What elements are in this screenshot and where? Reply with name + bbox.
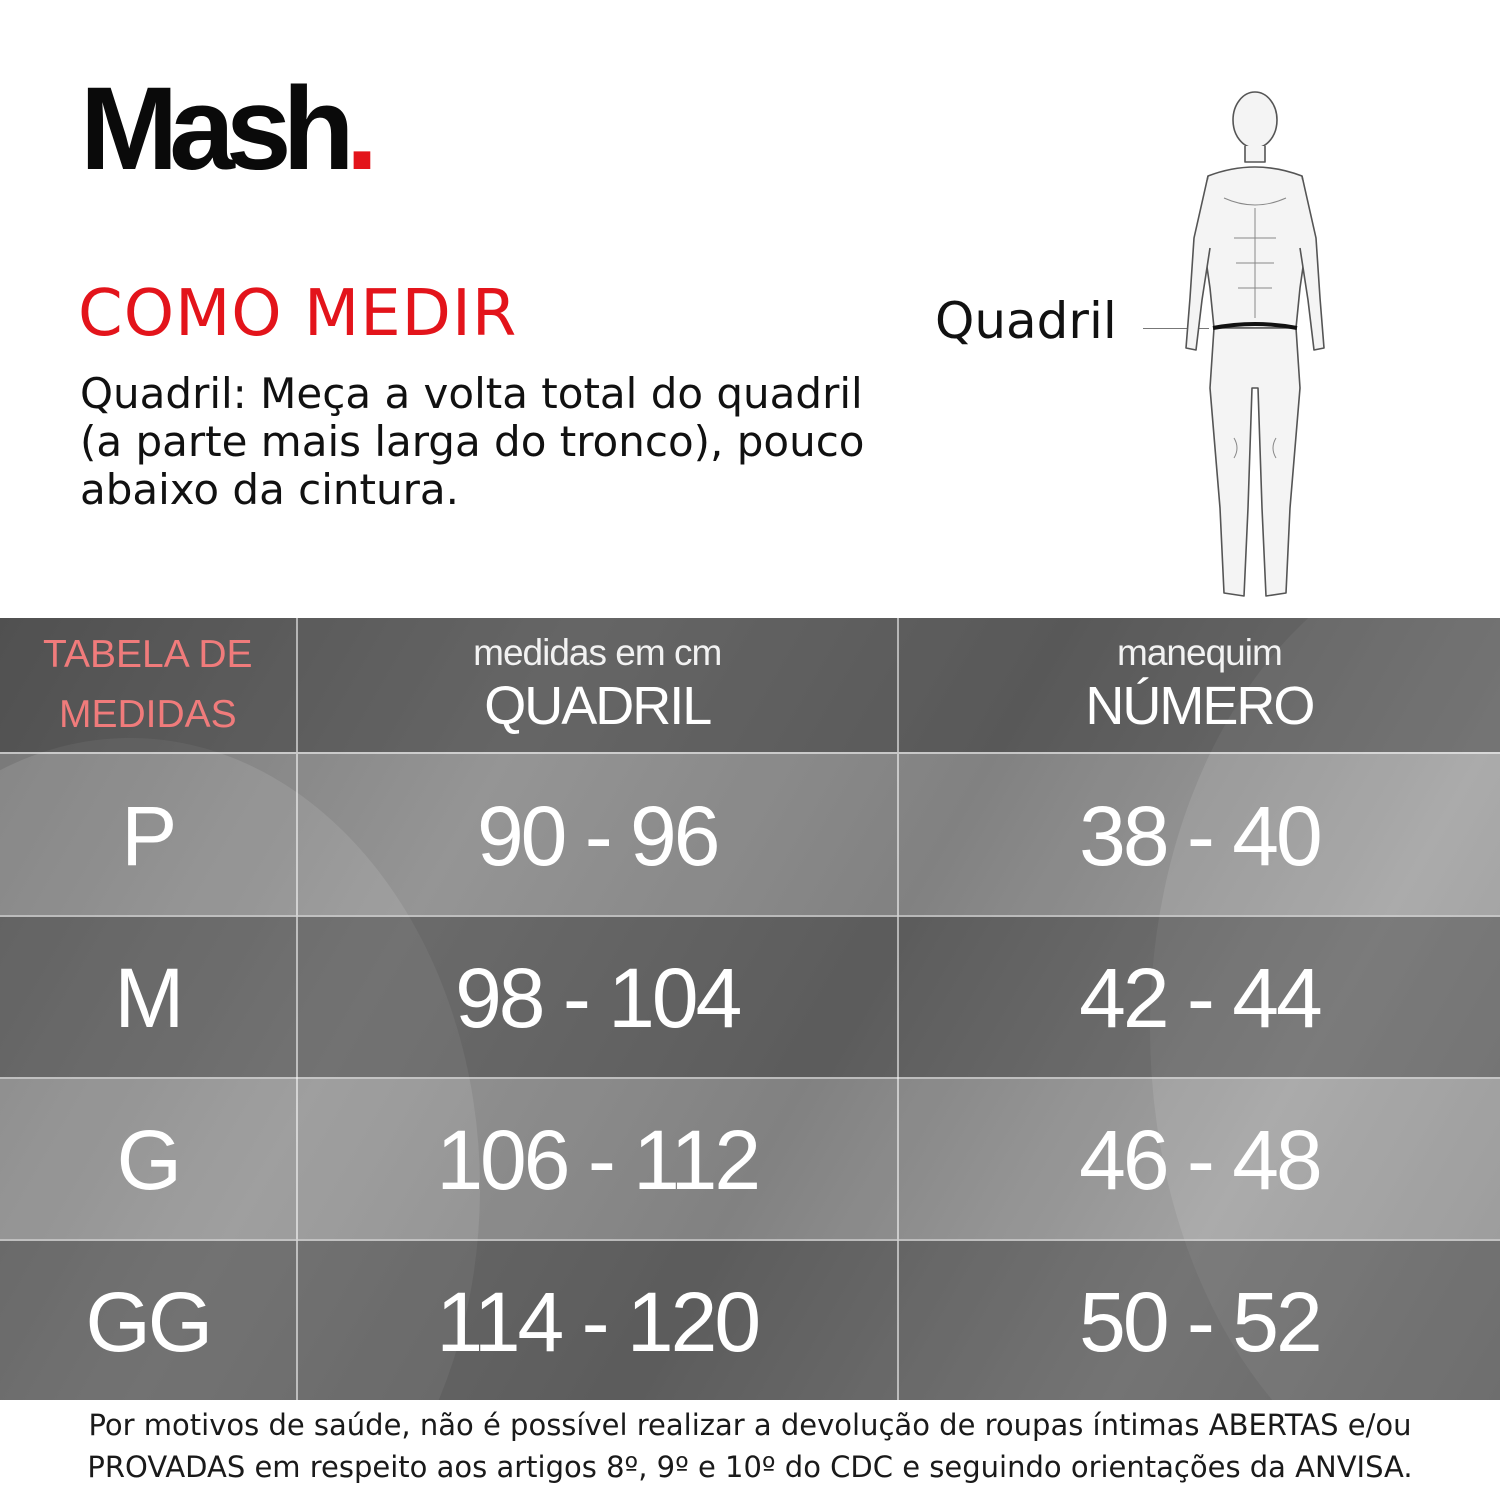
column-header-numero — [899, 618, 1500, 752]
column-header-quadril — [298, 618, 899, 752]
size-table — [0, 618, 1500, 1400]
size-label: GG — [85, 1274, 211, 1369]
column-sub-label: medidas em cm — [473, 631, 722, 673]
quadril-value: 90 - 96 — [476, 788, 718, 883]
column-label: QUADRIL — [484, 675, 711, 736]
numero-value: 46 - 48 — [1079, 1113, 1320, 1207]
column-label: NÚMERO — [1085, 675, 1314, 736]
quadril-value: 98 - 104 — [455, 951, 740, 1045]
size-label: P — [121, 788, 175, 883]
table-row — [0, 1239, 1500, 1400]
table-title-line1: TABELA DE — [43, 633, 253, 676]
table-row — [0, 915, 1500, 1079]
table-header-row — [0, 618, 1500, 752]
figure-label: Quadril — [935, 292, 1117, 350]
return-policy-line1: Por motivos de saúde, não é possível realizar a devolução de roupas íntimas ABERTAS e/ou — [88, 1408, 1412, 1442]
numero-value: 50 - 52 — [1079, 1274, 1320, 1369]
how-to-measure-title: COMO MEDIR — [78, 277, 518, 351]
male-body-figure-icon — [1150, 88, 1360, 608]
brand-dot: . — [345, 63, 370, 195]
brand-name: Mash — [80, 63, 346, 195]
table-title-cell — [0, 618, 298, 752]
quadril-value: 106 - 112 — [436, 1113, 759, 1207]
size-label: M — [114, 951, 182, 1045]
column-sub-label: manequim — [1117, 631, 1282, 673]
size-label: G — [116, 1113, 179, 1207]
return-policy-line2: PROVADAS em respeito aos artigos 8º, 9º e 10º do CDC e seguindo orientações da ANVISA. — [87, 1450, 1413, 1484]
return-policy-note — [0, 1404, 1500, 1488]
table-row — [0, 752, 1500, 917]
how-to-measure-text: Quadril: Meça a volta total do quadril (a parte mais larga do tronco), pouco abaixo da cintura. — [80, 369, 865, 514]
numero-value: 38 - 40 — [1079, 788, 1320, 883]
table-title-line2: MEDIDAS — [58, 693, 237, 736]
quadril-value: 114 - 120 — [436, 1274, 759, 1369]
brand-logo — [80, 63, 370, 195]
numero-value: 42 - 44 — [1079, 951, 1320, 1045]
table-row — [0, 1077, 1500, 1241]
